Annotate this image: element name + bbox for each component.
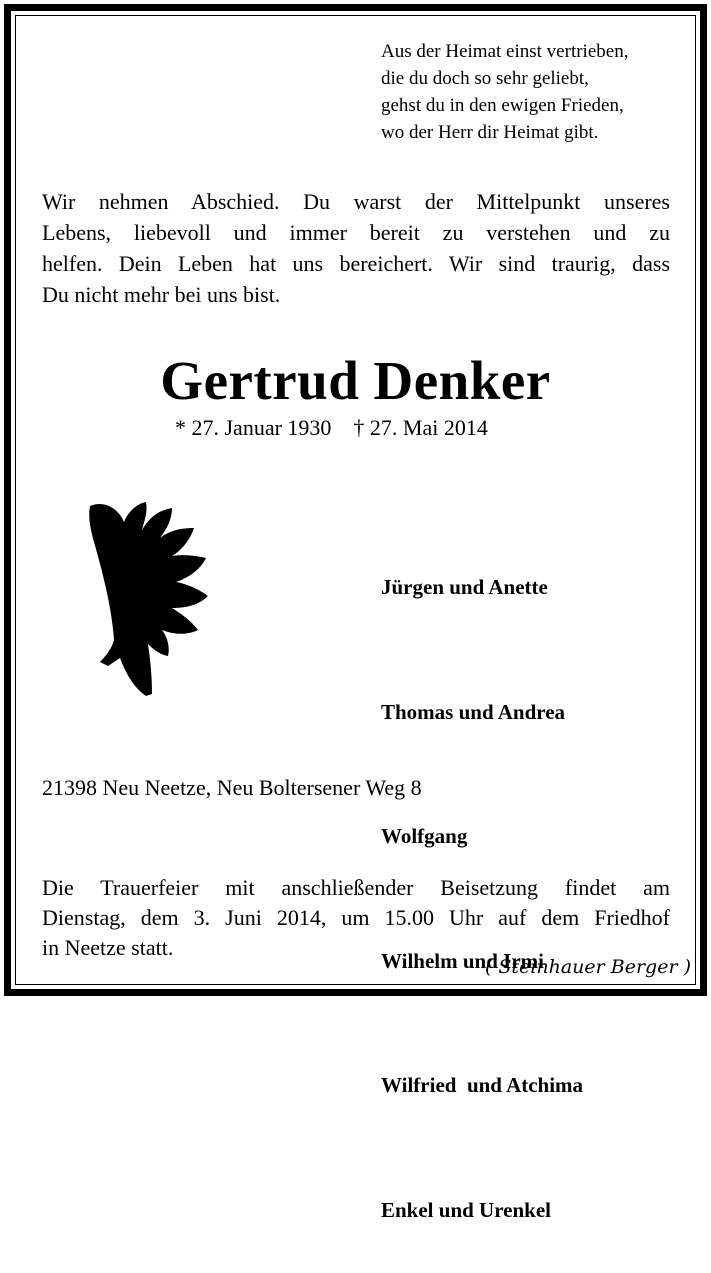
stonemason-signature: ( Steinhauer Berger ) <box>484 956 691 978</box>
funeral-notice <box>42 873 670 963</box>
poem-line: gehst du in den ewigen Frieden, <box>381 95 624 116</box>
family-member: Thomas und Andrea <box>381 699 566 724</box>
family-member: Wilhelm und Irmi <box>381 948 544 973</box>
intro-line: Wir nehmen Abschied. Du warst der Mittelpunkt unseres <box>42 189 670 214</box>
poem <box>381 38 628 146</box>
eagle-wing-icon <box>86 498 226 698</box>
life-dates <box>175 413 488 443</box>
intro-text <box>42 186 670 310</box>
family-member: Wilfried und Atchima <box>381 1073 584 1097</box>
poem-line: die du doch so sehr geliebt, <box>381 68 589 89</box>
funeral-line: Dienstag, dem 3. Juni 2014, um 15.00 Uhr auf dem Friedhof <box>42 905 670 930</box>
deceased-name: Gertrud Denker <box>160 350 551 411</box>
birth-date: * 27. Januar 1930 <box>175 415 332 440</box>
death-date: † 27. Mai 2014 <box>353 415 488 440</box>
funeral-line: in Neetze statt. <box>42 935 174 960</box>
intro-line: Lebens, liebevoll und immer bereit zu verstehen und zu <box>42 220 670 245</box>
family-member: Wolfgang <box>381 824 468 848</box>
poem-line: wo der Herr dir Heimat gibt. <box>381 122 599 143</box>
intro-line: Du nicht mehr bei uns bist. <box>42 282 281 307</box>
family-member: Jürgen und Anette <box>381 575 548 599</box>
address: 21398 Neu Neetze, Neu Boltersener Weg 8 <box>42 775 422 800</box>
family-member: Enkel und Urenkel <box>381 1197 551 1222</box>
intro-line: helfen. Dein Leben hat uns bereichert. Wir sind traurig, dass <box>42 251 670 276</box>
poem-line: Aus der Heimat einst vertrieben, <box>381 41 629 62</box>
funeral-line: Die Trauerfeier mit anschließender Beisetzung findet am <box>42 875 670 900</box>
